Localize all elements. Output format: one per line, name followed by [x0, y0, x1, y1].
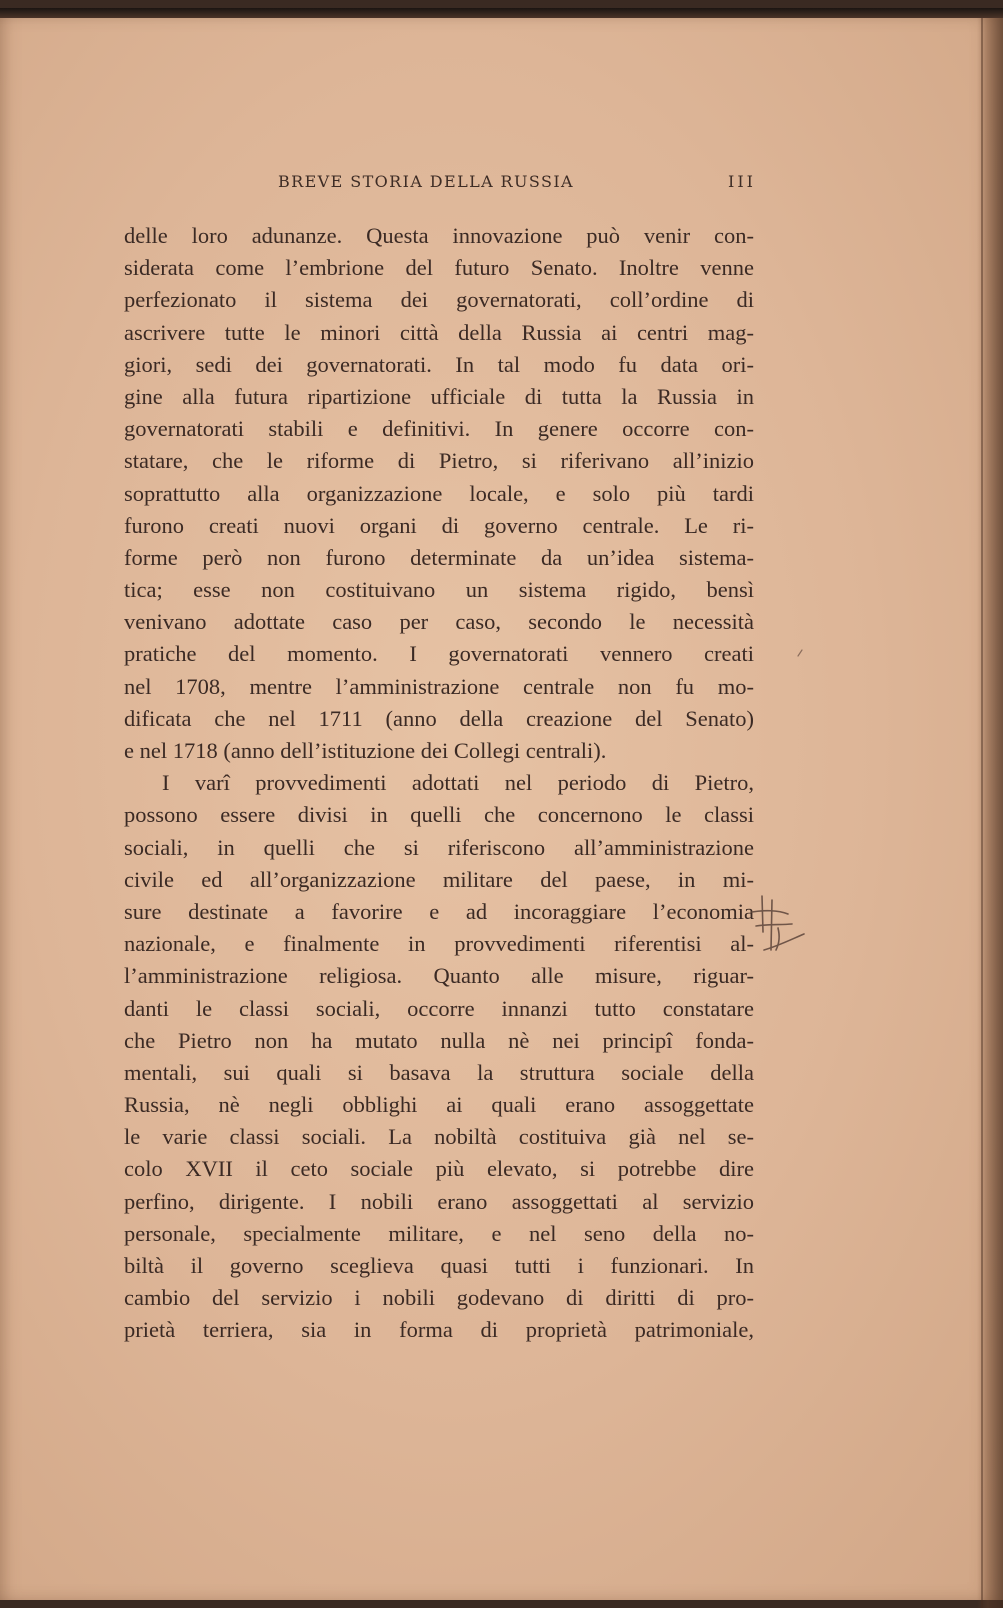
text-line: soprattutto alla organizzazione locale, e solo più tardi: [124, 480, 754, 506]
body-text: [124, 220, 754, 1347]
text-line: governatorati stabili e definitivi. In genere occorre con-: [124, 416, 754, 442]
text-line: nazionale, e finalmente in provvedimenti riferentisi al-: [124, 931, 754, 957]
text-line: venivano adottate caso per caso, secondo le necessità: [124, 609, 754, 635]
text-line: delle loro adunanze. Questa innovazione può venir con-: [124, 223, 754, 248]
text-line: biltà il governo sceglieva quasi tutti i funzionari. In: [124, 1253, 754, 1278]
text-line: cambio del servizio i nobili godevano di diritti di pro-: [124, 1285, 754, 1311]
book-page: [0, 8, 1003, 1600]
pencil-tick-icon: [797, 649, 803, 657]
text-line: colo XVII il ceto sociale più elevato, si potrebbe dire: [124, 1156, 754, 1182]
text-line: siderata come l’embrione del futuro Senato. Inoltre venne: [124, 255, 754, 281]
text-line: giori, sedi dei governatorati. In tal modo fu data ori-: [124, 351, 754, 377]
text-line: mentali, sui quali si basava la struttura sociale della: [124, 1059, 754, 1085]
text-line: danti le classi sociali, occorre innanzi tutto constatare: [124, 995, 754, 1021]
text-line: perfino, dirigente. I nobili erano assoggettati al servizio: [124, 1188, 754, 1214]
running-title: BREVE STORIA DELLA RUSSIA: [278, 172, 575, 191]
text-line: Russia, nè negli obblighi ai quali erano assoggettate: [124, 1092, 754, 1118]
text-line: che Pietro non ha mutato nulla nè nei principî fonda-: [124, 1027, 754, 1053]
page-header: [128, 168, 756, 194]
text-line: furono creati nuovi organi di governo centrale. Le ri-: [124, 512, 754, 538]
page-number: III: [728, 172, 756, 191]
text-line: tica; esse non costituivano un sistema rigido, bensì: [124, 577, 754, 603]
paragraph-end-line: e nel 1718 (anno dell’istituzione dei Collegi centrali).: [124, 738, 607, 763]
text-line: perfezionato il sistema dei governatorati, coll’ordine di: [124, 287, 754, 313]
text-line: sociali, in quelli che si riferiscono all’amministrazione: [124, 834, 754, 860]
text-line: sure destinate a favorire e ad incoraggiare l’economia: [124, 898, 754, 924]
text-line: possono essere divisi in quelli che concernono le classi: [124, 802, 754, 828]
text-line: pratiche del momento. I governatorati vennero creati: [124, 641, 754, 667]
text-line: forme però non furono determinate da un’idea sistema-: [124, 544, 754, 570]
handwritten-cross-mark-icon: [748, 892, 810, 962]
text-line: dificata che nel 1711 (anno della creazione del Senato): [124, 705, 754, 731]
text-line: gine alla futura ripartizione ufficiale di tutta la Russia in: [124, 383, 754, 409]
page-top-edge: [0, 8, 1003, 18]
text-line: prietà terriera, sia in forma di proprietà patrimoniale,: [124, 1317, 754, 1343]
text-line: le varie classi sociali. La nobiltà costituiva già nel se-: [124, 1124, 754, 1150]
paragraph-first-line: I varî provvedimenti adottati nel periodo di Pietro,: [162, 770, 754, 796]
text-line: civile ed all’organizzazione militare del paese, in mi-: [124, 866, 754, 892]
text-line: nel 1708, mentre l’amministrazione centrale non fu mo-: [124, 673, 754, 699]
text-line: personale, specialmente militare, e nel seno della no-: [124, 1220, 754, 1246]
text-line: l’amministrazione religiosa. Quanto alle misure, riguar-: [124, 963, 754, 989]
text-line: statare, che le riforme di Pietro, si riferivano all’inizio: [124, 448, 754, 474]
page-gutter-shadow: [977, 18, 1003, 1608]
text-line: ascrivere tutte le minori città della Russia ai centri mag-: [124, 319, 754, 345]
